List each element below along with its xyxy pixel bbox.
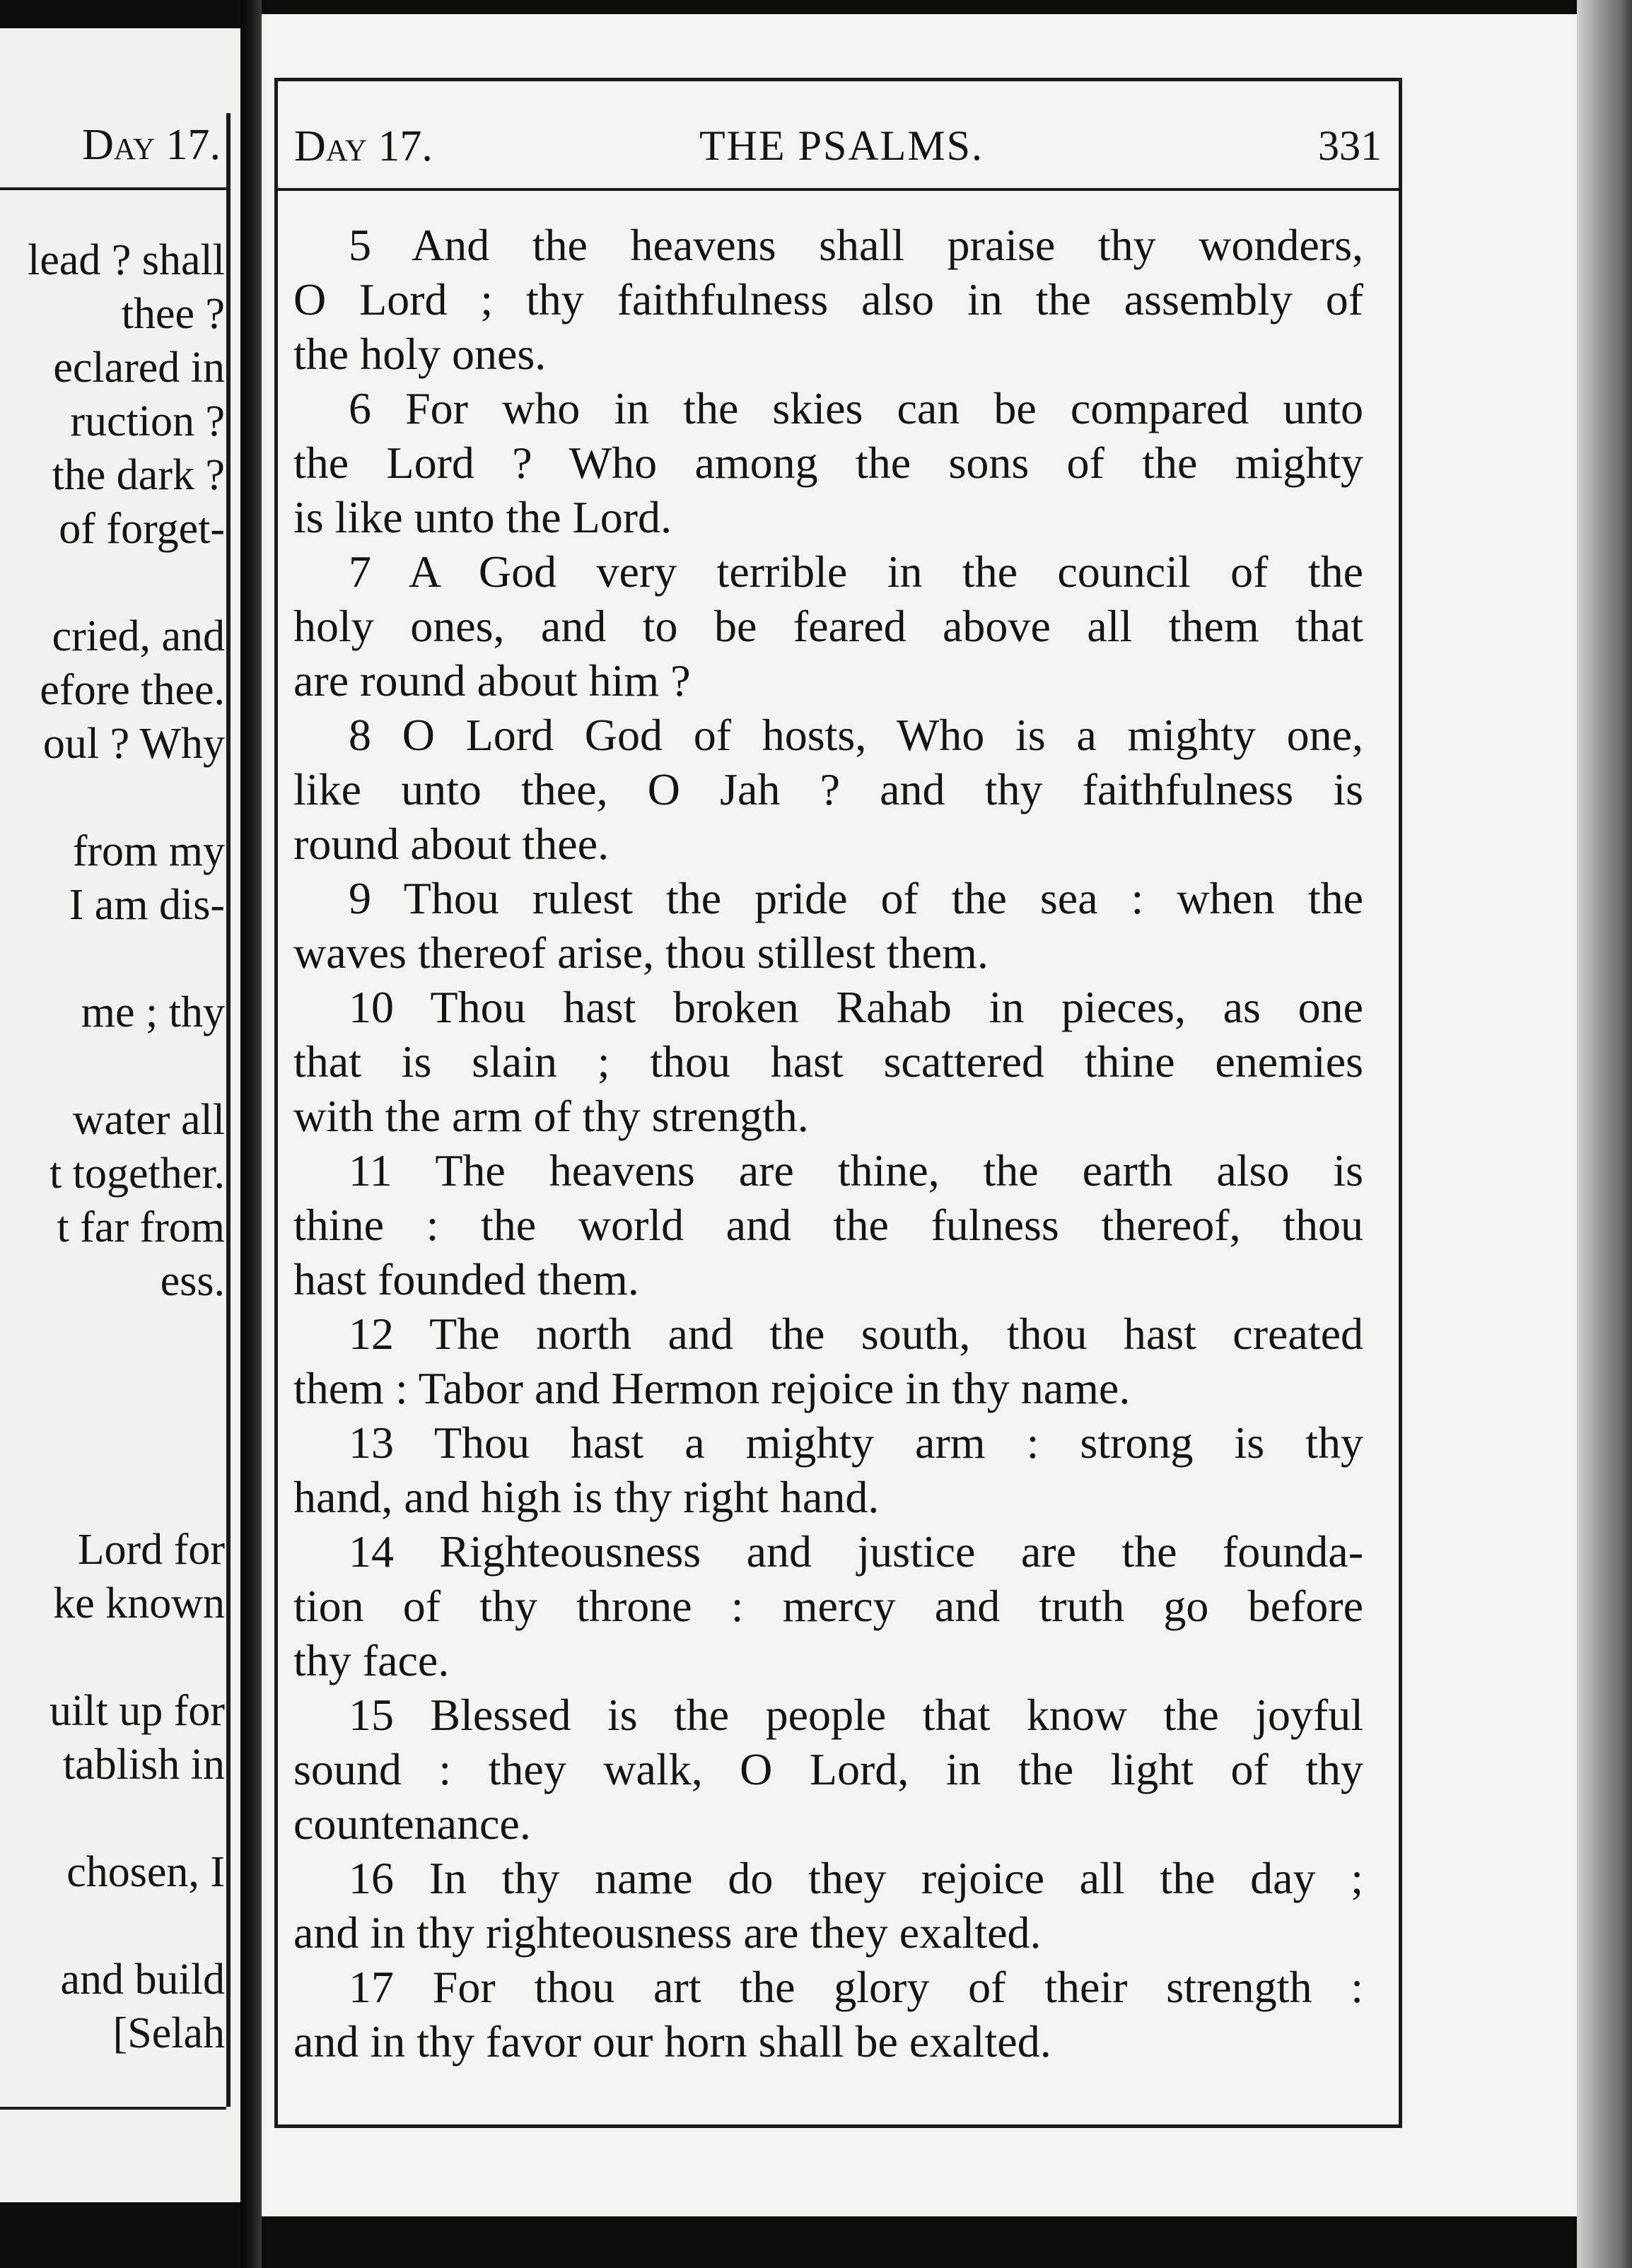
previous-page-line: ruction ? [70,397,225,445]
previous-page-line: chosen, I [66,1848,225,1896]
verse-first-line: 9 Thou rulest the pride of the sea : when the [349,873,1363,923]
verse-first-line: 10 Thou hast broken Rahab in pieces, as one [349,982,1363,1032]
previous-page-line: t together. [49,1150,225,1198]
previous-page-line: of forget- [59,505,225,553]
verse-first-line: 12 The north and the south, thou hast created [349,1309,1363,1359]
previous-page-line: cried, and [52,612,225,660]
verse-line: hand, and high is thy right hand. [293,1472,880,1522]
verse-line: the Lord ? Who among the sons of the mighty [293,438,1363,488]
verse-line: them : Tabor and Hermon rejoice in thy name. [293,1363,1131,1413]
previous-page-fragment [0,28,240,2202]
verse-first-line: 17 For thou art the glory of their strength : [349,1962,1363,2012]
previous-page-frame-rule [226,113,231,2107]
verse-line: thy face. [293,1635,450,1685]
verse-line: and in thy favor our horn shall be exalted. [293,2016,1051,2067]
previous-page-line: Lord for [77,1526,225,1574]
previous-page-line: ke known [53,1579,225,1627]
previous-page-line: thee ? [121,290,225,338]
psalm-text [293,218,1363,2069]
previous-page-line: uilt up for [49,1687,225,1735]
verse-first-line: 6 For who in the skies can be compared unto [349,383,1363,433]
previous-page-line: water all [72,1096,225,1144]
header-day: Day 17. [294,122,433,170]
previous-page-line: me ; thy [81,988,225,1036]
verse-line: O Lord ; thy faithfulness also in the assembly of [293,274,1363,325]
page-title: THE PSALMS. [699,122,984,169]
previous-page-line: from my [72,827,225,875]
verse-line: is like unto the Lord. [293,492,672,542]
verse-line: the holy ones. [293,329,547,379]
verse-first-line: 8 O Lord God of hosts, Who is a mighty one, [349,710,1363,760]
book-page [262,14,1577,2216]
previous-page-head-rule [0,187,226,190]
verse-first-line: 16 In thy name do they rejoice all the day ; [349,1853,1363,1903]
previous-page-line: [Selah [112,2009,225,2057]
previous-page-line: tablish in [62,1741,225,1789]
book-gutter [240,0,262,2268]
verse-line: hast founded them. [293,1254,639,1304]
verse-line: and in thy righteousness are they exalted. [293,1907,1042,1958]
previous-page-line: I am dis- [69,881,225,929]
verse-line: are round about him ? [293,655,691,706]
page-edge-stack [1577,0,1632,2268]
previous-page-line: t far from [57,1203,225,1251]
verse-first-line: 14 Righteousness and justice are the founda- [349,1526,1363,1577]
running-header [276,99,1407,170]
previous-page-bottom-rule [0,2107,226,2110]
previous-page-line: the dark ? [52,451,225,499]
verse-line: countenance. [293,1799,531,1849]
verse-line: with the arm of thy strength. [293,1091,809,1141]
footer-rule [274,2124,1402,2127]
verse-first-line: 15 Blessed is the people that know the joyful [349,1690,1363,1740]
verse-first-line: 13 Thou hast a mighty arm : strong is thy [349,1418,1363,1468]
previous-page-line: ess. [160,1257,225,1305]
verse-line: sound : they walk, O Lord, in the light of thy [293,1744,1363,1794]
verse-line: holy ones, and to be feared above all them that [293,601,1363,651]
verse-first-line: 11 The heavens are thine, the earth also is [349,1145,1363,1196]
previous-page-line: efore thee. [40,666,225,714]
previous-page-line: oul ? Why [42,720,225,768]
verse-first-line: 5 And the heavens shall praise thy wonders, [349,220,1363,270]
verse-first-line: 7 A God very terrible in the council of the [349,546,1363,597]
verse-line: like unto thee, O Jah ? and thy faithfulness is [293,764,1363,814]
verse-line: waves thereof arise, thou stillest them. [293,928,989,978]
previous-page-line: eclared in [53,344,225,392]
previous-page-line: lead ? shall [28,236,225,284]
verse-line: tion of thy throne : mercy and truth go before [293,1581,1363,1631]
previous-page-line: and build [60,1956,225,2004]
verse-line: thine : the world and the fulness thereof, thou [293,1200,1363,1250]
verse-line: that is slain ; thou hast scattered thine enemies [293,1036,1363,1087]
page-number: 331 [1318,122,1382,169]
verse-line: round about thee. [293,819,610,869]
previous-page-running-head: Day 17. [82,121,221,169]
header-rule [274,188,1402,191]
